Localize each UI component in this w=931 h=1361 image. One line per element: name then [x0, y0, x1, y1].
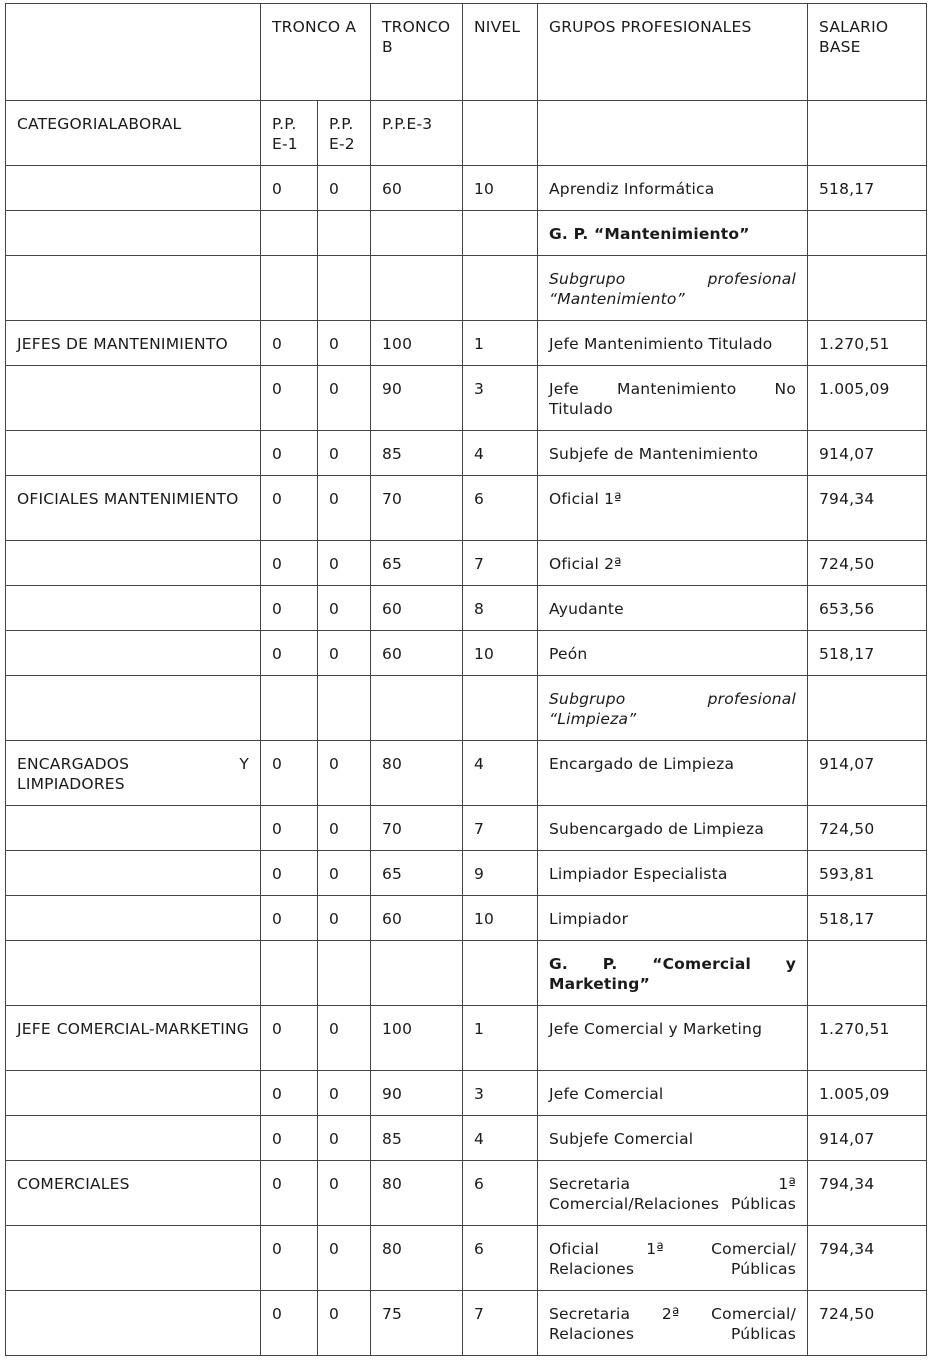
table-cell-salario — [808, 676, 927, 741]
header-grupos: GRUPOS PROFESIONALES — [538, 4, 808, 101]
table-cell-salario — [808, 941, 927, 1006]
table-cell-nivel: 1 — [463, 1006, 538, 1071]
table-cell-ppe2 — [318, 941, 371, 1006]
table-cell-ppe2: 0 — [318, 851, 371, 896]
table-cell-salario: 1.005,09 — [808, 366, 927, 431]
table-cell-ppe1: 0 — [261, 366, 318, 431]
table-cell-categoria: JEFE COMERCIAL-MARKETING — [6, 1006, 261, 1071]
subheader-empty-salario — [808, 101, 927, 166]
table-row — [6, 676, 927, 741]
table-cell-ppe1: 0 — [261, 741, 318, 806]
table-row — [6, 941, 927, 1006]
table-cell-salario: 1.270,51 — [808, 1006, 927, 1071]
table-cell-categoria — [6, 586, 261, 631]
table-cell-ppe3: 70 — [371, 806, 463, 851]
table-cell-categoria — [6, 1226, 261, 1291]
table-cell-salario: 914,07 — [808, 431, 927, 476]
table-cell-grupo: Subencargado de Limpieza — [538, 806, 808, 851]
table-cell-ppe3: 65 — [371, 541, 463, 586]
table-cell-nivel: 10 — [463, 166, 538, 211]
table-cell-nivel: 4 — [463, 431, 538, 476]
table-cell-ppe3: 60 — [371, 166, 463, 211]
table-cell-categoria — [6, 431, 261, 476]
table-cell-ppe1: 0 — [261, 806, 318, 851]
table-cell-categoria: ENCARGADOS Y LIMPIADORES — [6, 741, 261, 806]
table-cell-ppe1: 0 — [261, 1116, 318, 1161]
table-cell-grupo: Peón — [538, 631, 808, 676]
table-cell-ppe2 — [318, 256, 371, 321]
table-cell-salario: 724,50 — [808, 541, 927, 586]
table-cell-ppe2: 0 — [318, 631, 371, 676]
subheader-ppe1: P.P. E-1 — [261, 101, 318, 166]
table-row — [6, 431, 927, 476]
table-cell-ppe2: 0 — [318, 1291, 371, 1356]
table-cell-ppe3 — [371, 256, 463, 321]
table-cell-ppe2: 0 — [318, 321, 371, 366]
header-tronco-b: TRONCO B — [371, 4, 463, 101]
table-cell-nivel — [463, 941, 538, 1006]
table-row — [6, 1161, 927, 1226]
subheader-empty-grupo — [538, 101, 808, 166]
table-cell-ppe3: 85 — [371, 1116, 463, 1161]
table-cell-ppe2: 0 — [318, 806, 371, 851]
table-cell-grupo: Limpiador Especialista — [538, 851, 808, 896]
table-cell-grupo: Jefe Mantenimiento No Titulado — [538, 366, 808, 431]
table-cell-ppe3: 80 — [371, 741, 463, 806]
table-cell-grupo: Encargado de Limpieza — [538, 741, 808, 806]
table-cell-ppe2: 0 — [318, 431, 371, 476]
table-cell-categoria — [6, 896, 261, 941]
table-cell-salario: 794,34 — [808, 1161, 927, 1226]
table-cell-ppe3: 65 — [371, 851, 463, 896]
table-cell-nivel: 6 — [463, 1226, 538, 1291]
table-cell-nivel: 4 — [463, 1116, 538, 1161]
table-cell-nivel — [463, 676, 538, 741]
table-cell-ppe1 — [261, 211, 318, 256]
table-row — [6, 586, 927, 631]
table-cell-categoria: OFICIALES MANTENIMIENTO — [6, 476, 261, 541]
table-cell-grupo: Jefe Mantenimiento Titulado — [538, 321, 808, 366]
table-cell-salario: 724,50 — [808, 1291, 927, 1356]
table-cell-categoria — [6, 256, 261, 321]
table-row — [6, 166, 927, 211]
table-cell-nivel — [463, 211, 538, 256]
table-cell-salario: 794,34 — [808, 1226, 927, 1291]
table-cell-nivel: 6 — [463, 1161, 538, 1226]
table-cell-ppe2 — [318, 676, 371, 741]
table-cell-salario: 1.005,09 — [808, 1071, 927, 1116]
table-cell-ppe2: 0 — [318, 1161, 371, 1226]
table-cell-nivel: 9 — [463, 851, 538, 896]
table-cell-ppe1: 0 — [261, 476, 318, 541]
table-row — [6, 256, 927, 321]
table-cell-grupo: Subgrupo profesional “Limpieza” — [538, 676, 808, 741]
table-cell-ppe2: 0 — [318, 741, 371, 806]
table-cell-ppe1: 0 — [261, 586, 318, 631]
table-row — [6, 896, 927, 941]
table-cell-ppe1: 0 — [261, 631, 318, 676]
table-cell-grupo: Secretaria 2ª Comercial/ Relaciones Públicas — [538, 1291, 808, 1356]
table-cell-grupo: Limpiador — [538, 896, 808, 941]
table-cell-ppe2: 0 — [318, 541, 371, 586]
table-cell-grupo: Aprendiz Informática — [538, 166, 808, 211]
table-row — [6, 806, 927, 851]
table-cell-nivel: 3 — [463, 366, 538, 431]
table-cell-salario: 518,17 — [808, 896, 927, 941]
header-empty-cell — [6, 4, 261, 101]
table-row — [6, 1226, 927, 1291]
table-cell-categoria — [6, 366, 261, 431]
table-cell-grupo: Subjefe Comercial — [538, 1116, 808, 1161]
table-cell-categoria — [6, 851, 261, 896]
subheader-categoria: CATEGORIALABORAL — [6, 101, 261, 166]
table-cell-nivel: 3 — [463, 1071, 538, 1116]
subheader-empty-nivel — [463, 101, 538, 166]
table-cell-ppe1: 0 — [261, 1226, 318, 1291]
header-salario: SALARIO BASE — [808, 4, 927, 101]
table-cell-ppe1: 0 — [261, 1161, 318, 1226]
header-nivel: NIVEL — [463, 4, 538, 101]
table-cell-ppe1: 0 — [261, 1071, 318, 1116]
table-row — [6, 851, 927, 896]
table-cell-grupo: Oficial 2ª — [538, 541, 808, 586]
table-cell-categoria: JEFES DE MANTENIMIENTO — [6, 321, 261, 366]
table-cell-ppe2: 0 — [318, 366, 371, 431]
table-cell-nivel: 7 — [463, 806, 538, 851]
table-cell-grupo: G. P. “Comercial y Marketing” — [538, 941, 808, 1006]
table-row — [6, 1116, 927, 1161]
table-cell-grupo: Subjefe de Mantenimiento — [538, 431, 808, 476]
table-cell-ppe3: 100 — [371, 321, 463, 366]
table-cell-salario: 518,17 — [808, 166, 927, 211]
table-row — [6, 741, 927, 806]
table-cell-categoria — [6, 631, 261, 676]
table-cell-ppe2: 0 — [318, 1006, 371, 1071]
table-cell-grupo: Oficial 1ª Comercial/ Relaciones Públicas — [538, 1226, 808, 1291]
table-cell-nivel: 10 — [463, 631, 538, 676]
table-cell-ppe1 — [261, 676, 318, 741]
table-cell-nivel: 10 — [463, 896, 538, 941]
subheader-ppe3: P.P.E-3 — [371, 101, 463, 166]
table-row — [6, 541, 927, 586]
table-cell-salario: 593,81 — [808, 851, 927, 896]
table-cell-salario: 518,17 — [808, 631, 927, 676]
table-cell-nivel: 8 — [463, 586, 538, 631]
table-row — [6, 1291, 927, 1356]
table-cell-salario: 1.270,51 — [808, 321, 927, 366]
table-cell-salario — [808, 211, 927, 256]
table-cell-categoria — [6, 1116, 261, 1161]
table-cell-ppe1 — [261, 256, 318, 321]
table-cell-ppe1: 0 — [261, 1006, 318, 1071]
table-cell-salario — [808, 256, 927, 321]
table-cell-categoria — [6, 806, 261, 851]
table-cell-ppe2 — [318, 211, 371, 256]
table-cell-ppe3: 80 — [371, 1161, 463, 1226]
table-cell-ppe3 — [371, 941, 463, 1006]
table-cell-nivel: 7 — [463, 1291, 538, 1356]
table-cell-ppe1 — [261, 941, 318, 1006]
table-cell-ppe3: 80 — [371, 1226, 463, 1291]
table-cell-ppe2: 0 — [318, 1116, 371, 1161]
table-cell-nivel: 6 — [463, 476, 538, 541]
table-row — [6, 476, 927, 541]
table-cell-salario: 914,07 — [808, 741, 927, 806]
table-cell-ppe3: 60 — [371, 631, 463, 676]
table-cell-ppe3: 70 — [371, 476, 463, 541]
table-cell-ppe2: 0 — [318, 166, 371, 211]
subheader-row — [6, 101, 927, 166]
table-row — [6, 321, 927, 366]
table-cell-grupo: Oficial 1ª — [538, 476, 808, 541]
table-cell-ppe1: 0 — [261, 1291, 318, 1356]
table-cell-salario: 794,34 — [808, 476, 927, 541]
table-cell-salario: 724,50 — [808, 806, 927, 851]
table-row — [6, 211, 927, 256]
table-cell-nivel — [463, 256, 538, 321]
table-cell-ppe2: 0 — [318, 1071, 371, 1116]
table-cell-ppe3: 90 — [371, 1071, 463, 1116]
subheader-ppe2: P.P. E-2 — [318, 101, 371, 166]
header-tronco-a: TRONCO A — [261, 4, 371, 101]
table-cell-categoria — [6, 166, 261, 211]
table-cell-categoria — [6, 1071, 261, 1116]
table-row — [6, 631, 927, 676]
table-cell-ppe3 — [371, 211, 463, 256]
table-cell-ppe1: 0 — [261, 851, 318, 896]
table-cell-categoria — [6, 676, 261, 741]
table-cell-categoria — [6, 541, 261, 586]
table-cell-grupo: G. P. “Mantenimiento” — [538, 211, 808, 256]
table-cell-nivel: 4 — [463, 741, 538, 806]
table-cell-grupo: Secretaria 1ª Comercial/Relaciones Públicas — [538, 1161, 808, 1226]
table-cell-nivel: 1 — [463, 321, 538, 366]
table-cell-ppe2: 0 — [318, 586, 371, 631]
table-cell-categoria — [6, 1291, 261, 1356]
table-cell-ppe3: 90 — [371, 366, 463, 431]
table-row — [6, 1071, 927, 1116]
header-row — [6, 4, 927, 101]
table-cell-ppe2: 0 — [318, 896, 371, 941]
table-cell-ppe1: 0 — [261, 541, 318, 586]
table-cell-grupo: Jefe Comercial — [538, 1071, 808, 1116]
table-row — [6, 1006, 927, 1071]
table-cell-ppe1: 0 — [261, 166, 318, 211]
salary-table — [5, 3, 927, 1356]
table-row — [6, 366, 927, 431]
table-cell-ppe2: 0 — [318, 476, 371, 541]
table-cell-ppe3: 100 — [371, 1006, 463, 1071]
table-cell-ppe1: 0 — [261, 321, 318, 366]
table-cell-ppe3: 85 — [371, 431, 463, 476]
table-cell-nivel: 7 — [463, 541, 538, 586]
table-cell-salario: 653,56 — [808, 586, 927, 631]
table-cell-grupo: Subgrupo profesional “Mantenimiento” — [538, 256, 808, 321]
table-cell-ppe1: 0 — [261, 896, 318, 941]
table-cell-ppe3: 75 — [371, 1291, 463, 1356]
table-cell-categoria — [6, 211, 261, 256]
table-cell-grupo: Ayudante — [538, 586, 808, 631]
table-cell-ppe2: 0 — [318, 1226, 371, 1291]
table-cell-ppe1: 0 — [261, 431, 318, 476]
table-cell-categoria — [6, 941, 261, 1006]
table-cell-ppe3: 60 — [371, 586, 463, 631]
table-cell-ppe3 — [371, 676, 463, 741]
table-cell-ppe3: 60 — [371, 896, 463, 941]
table-cell-salario: 914,07 — [808, 1116, 927, 1161]
table-cell-categoria: COMERCIALES — [6, 1161, 261, 1226]
table-cell-grupo: Jefe Comercial y Marketing — [538, 1006, 808, 1071]
